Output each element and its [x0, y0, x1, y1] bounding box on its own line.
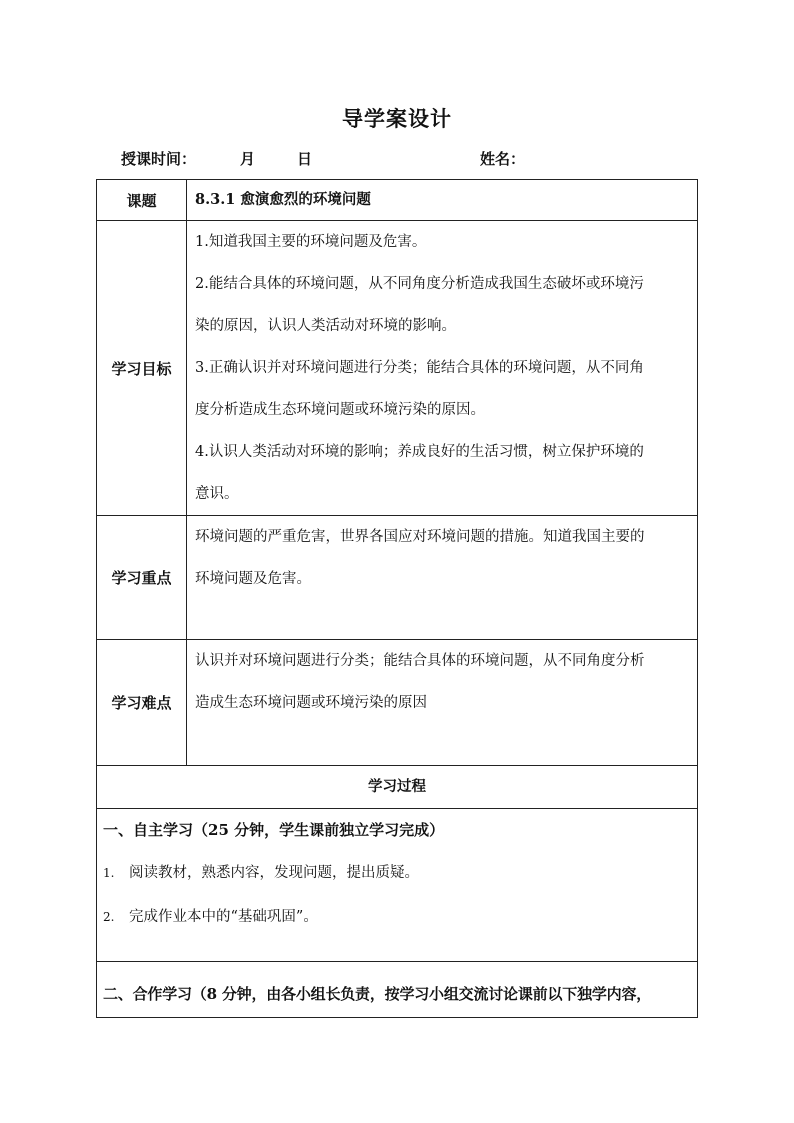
- lesson-row: [97, 180, 698, 221]
- lesson-plan-table: [96, 179, 698, 1018]
- objectives-content: [187, 221, 698, 516]
- section-1-heading: 一、自主学习（25 分钟，学生课前独立学习完成）: [103, 821, 445, 839]
- process-heading: 学习过程: [368, 778, 426, 795]
- page-title: 导学案设计: [342, 106, 452, 131]
- key-point-line: 环境问题及危害。: [195, 571, 311, 587]
- key-points-content: [187, 516, 698, 640]
- process-section-2-cell: [97, 962, 698, 1018]
- time-label: 授课时间：: [121, 150, 197, 168]
- key-point-line: 环境问题的严重危害，世界各国应对环境问题的措施。知道我国主要的: [195, 529, 645, 545]
- day-label: 日: [297, 150, 313, 168]
- process-section-1-cell: [97, 809, 698, 962]
- list-item: [97, 895, 697, 939]
- objective-line: 染的原因，认识人类活动对环境的影响。: [195, 318, 456, 334]
- list-item-number: 1.: [103, 866, 115, 880]
- name-label: 姓名：: [480, 150, 526, 168]
- objective-line: 意识。: [195, 486, 239, 502]
- objective-line: 2.能结合具体的环境问题，从不同角度分析造成我国生态破坏或环境污: [195, 276, 644, 292]
- difficulty-line: 造成生态环境问题或环境污染的原因: [195, 695, 427, 711]
- process-heading-cell: [97, 766, 698, 809]
- list-item: [97, 851, 697, 895]
- objective-line: 度分析造成生态环境问题或环境污染的原因。: [195, 402, 485, 418]
- objective-line: 1.知道我国主要的环境问题及危害。: [195, 234, 427, 250]
- objective-line: 3.正确认识并对环境问题进行分类；能结合具体的环境问题，从不同角: [195, 360, 644, 376]
- lesson-label: 课题: [97, 180, 187, 221]
- difficulties-label: 学习难点: [97, 640, 187, 766]
- difficulty-line: 认识并对环境问题进行分类；能结合具体的环境问题，从不同角度分析: [195, 653, 645, 669]
- list-item-text: 完成作业本中的“基础巩固”。: [129, 909, 318, 925]
- key-points-row: [97, 516, 698, 640]
- difficulties-content: [187, 640, 698, 766]
- list-item-number: 2.: [103, 910, 115, 924]
- difficulties-row: [97, 640, 698, 766]
- objectives-label: 学习目标: [97, 221, 187, 516]
- objectives-row: [97, 221, 698, 516]
- lesson-value-cell: [187, 180, 698, 221]
- process-section-2-row: [97, 962, 698, 1018]
- section-2-heading: 二、合作学习（8 分钟，由各小组长负责，按学习小组交流讨论课前以下独学内容，: [103, 985, 652, 1003]
- process-heading-row: [97, 766, 698, 809]
- month-label: 月: [240, 150, 256, 168]
- process-section-1-row: [97, 809, 698, 962]
- key-points-label: 学习重点: [97, 516, 187, 640]
- lesson-value: 8.3.1 愈演愈烈的环境问题: [195, 191, 371, 208]
- list-item-text: 阅读教材，熟悉内容，发现问题，提出质疑。: [129, 865, 419, 881]
- objective-line: 4.认识人类活动对环境的影响；养成良好的生活习惯，树立保护环境的: [195, 444, 644, 460]
